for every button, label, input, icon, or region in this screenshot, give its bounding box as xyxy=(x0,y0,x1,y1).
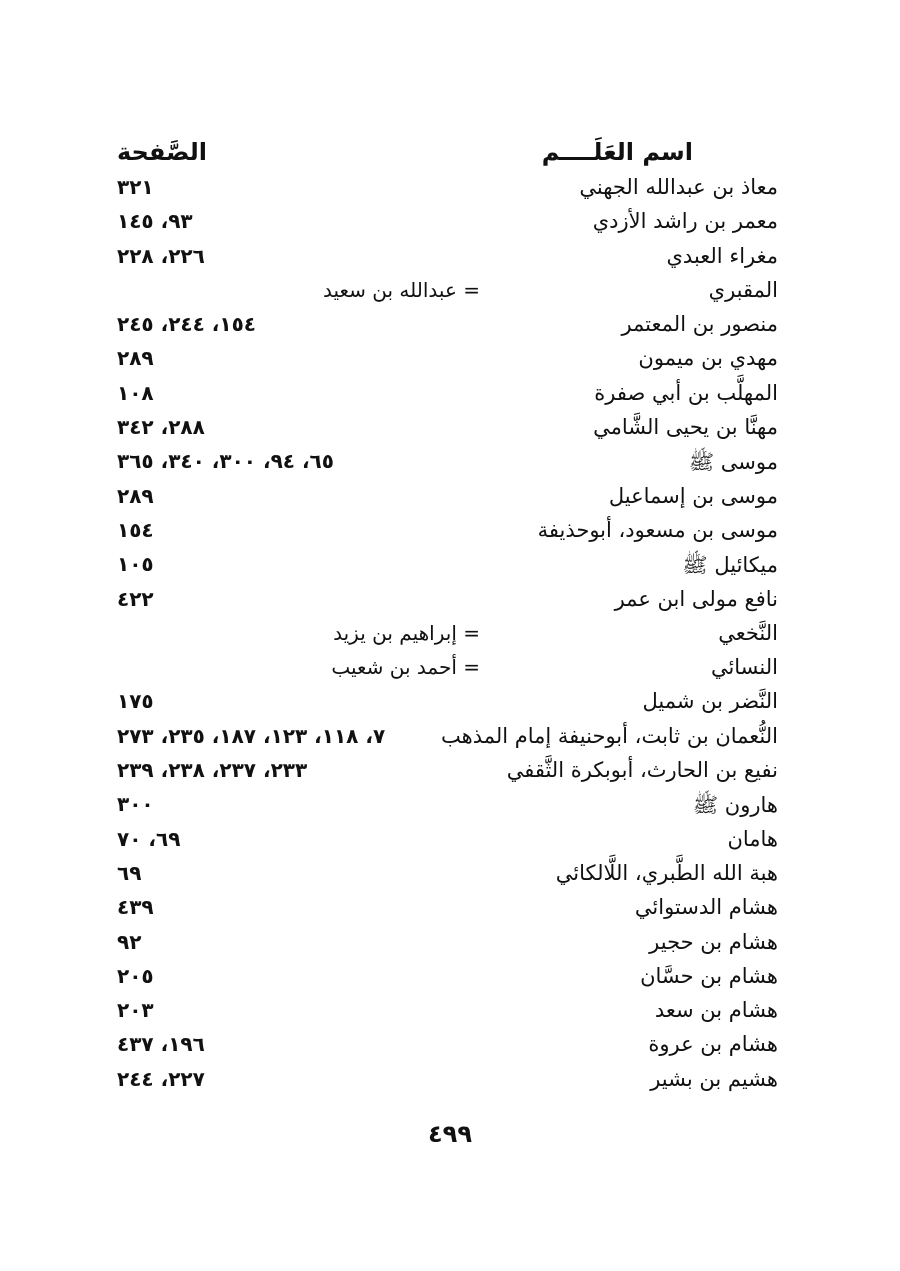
entry-page-numbers: ٦٥، ٩٤، ٣٠٠، ٣٤٠، ٣٦٥ xyxy=(117,449,334,474)
entry-page-numbers: ١٠٨ xyxy=(117,380,154,405)
entry-page-numbers: ٩٢ xyxy=(117,929,142,954)
entry-name: هشام بن حسَّان xyxy=(640,963,778,988)
index-entry xyxy=(0,928,900,962)
page-column-heading: الصَّفحة xyxy=(117,138,208,166)
entry-name: موسى بن مسعود، أبوحذيفة xyxy=(537,517,778,542)
entry-name: هبة الله الطَّبري، اللَّالكائي xyxy=(555,860,778,885)
entry-name: النسائي xyxy=(710,655,778,680)
entry-page-numbers: ١٠٥ xyxy=(117,552,154,577)
entry-name: المقبري xyxy=(708,277,778,302)
entry-page-numbers: ١٥٤، ٢٤٤، ٢٤٥ xyxy=(117,312,256,337)
index-entries xyxy=(0,173,900,1099)
entry-name: معمر بن راشد الأزدي xyxy=(592,209,778,234)
index-entry xyxy=(0,413,900,447)
index-entry xyxy=(0,173,900,207)
entry-page-numbers: ٦٩ xyxy=(117,860,142,885)
name-column-heading: اسم العَلَــــم xyxy=(541,138,693,166)
index-entry xyxy=(0,893,900,927)
entry-cross-reference: = إبراهيم بن يزيد xyxy=(333,620,480,645)
entry-page-numbers: ٤٣٩ xyxy=(117,895,154,920)
entry-page-numbers: ٢٨٩ xyxy=(117,346,154,371)
entry-page-numbers: ٢٠٣ xyxy=(117,998,154,1023)
entry-name: موسى ﷺ xyxy=(688,450,778,475)
index-entry xyxy=(0,585,900,619)
entry-page-numbers: ٢٠٥ xyxy=(117,963,154,988)
index-entry xyxy=(0,722,900,756)
index-entry xyxy=(0,482,900,516)
entry-name: نافع مولى ابن عمر xyxy=(614,586,778,611)
index-entry xyxy=(0,996,900,1030)
index-entry xyxy=(0,1065,900,1099)
entry-name: مغراء العبدي xyxy=(666,243,778,268)
entry-name: معاذ بن عبدالله الجهني xyxy=(579,175,778,199)
page-number: ٤٩٩ xyxy=(428,1120,472,1148)
entry-page-numbers: ٢٣٣، ٢٣٧، ٢٣٨، ٢٣٩ xyxy=(117,758,308,783)
index-entry xyxy=(0,1030,900,1064)
index-entry xyxy=(0,379,900,413)
entry-name: النَّخعي xyxy=(718,620,778,645)
entry-page-numbers: ٩٣، ١٤٥ xyxy=(117,209,193,234)
entry-page-numbers: ٢٢٧، ٢٤٤ xyxy=(117,1066,205,1091)
entry-name: النُّعمان بن ثابت، أبوحنيفة إمام المذهب xyxy=(441,723,778,748)
entry-name: هشام بن عروة xyxy=(648,1032,778,1057)
entry-page-numbers: ١٧٥ xyxy=(117,689,154,714)
entry-page-numbers: ٣٠٠ xyxy=(117,792,154,817)
index-entry xyxy=(0,276,900,310)
entry-name: هشام الدستوائي xyxy=(634,895,778,920)
index-entry xyxy=(0,207,900,241)
entry-page-numbers: ٦٩، ٧٠ xyxy=(117,826,181,851)
entry-name: هشيم بن بشير xyxy=(650,1066,778,1091)
index-entry xyxy=(0,344,900,378)
entry-name: هامان xyxy=(727,826,778,851)
entry-page-numbers: ٢٢٦، ٢٢٨ xyxy=(117,243,205,268)
entry-page-numbers: ٣٢١ xyxy=(117,175,154,199)
entry-page-numbers: ١٩٦، ٤٣٧ xyxy=(117,1032,205,1057)
index-entry xyxy=(0,310,900,344)
entry-page-numbers: ٤٢٢ xyxy=(117,586,154,611)
entry-page-numbers: ٢٨٩ xyxy=(117,483,154,508)
index-entry xyxy=(0,825,900,859)
entry-page-numbers: ٧، ١١٨، ١٢٣، ١٨٧، ٢٣٥، ٢٧٣ xyxy=(117,723,386,748)
entry-name: مهدي بن ميمون xyxy=(638,346,778,371)
index-entry xyxy=(0,962,900,996)
entry-name: نفيع بن الحارث، أبوبكرة الثَّقفي xyxy=(506,758,778,783)
entry-cross-reference: = أحمد بن شعيب xyxy=(331,655,480,680)
index-entry xyxy=(0,619,900,653)
entry-name: المهلَّب بن أبي صفرة xyxy=(594,380,778,405)
entry-page-numbers: ٢٨٨، ٣٤٢ xyxy=(117,415,205,440)
index-entry xyxy=(0,790,900,824)
index-entry xyxy=(0,653,900,687)
entry-name: هارون ﷺ xyxy=(692,793,778,818)
index-entry xyxy=(0,859,900,893)
entry-name: منصور بن المعتمر xyxy=(621,312,778,337)
index-entry xyxy=(0,516,900,550)
index-entry xyxy=(0,550,900,584)
entry-name: موسى بن إسماعيل xyxy=(608,483,778,508)
index-entry xyxy=(0,687,900,721)
index-entry xyxy=(0,756,900,790)
entry-cross-reference: = عبدالله بن سعيد xyxy=(322,277,480,302)
index-entry xyxy=(0,242,900,276)
entry-name: ميكائيل ﷺ xyxy=(682,553,778,578)
entry-page-numbers: ١٥٤ xyxy=(117,517,154,542)
entry-name: مهنَّا بن يحيى الشَّامي xyxy=(593,415,778,440)
entry-name: النَّضر بن شميل xyxy=(642,689,778,714)
index-entry xyxy=(0,447,900,481)
index-header xyxy=(0,138,900,174)
entry-name: هشام بن حجير xyxy=(649,929,778,954)
entry-name: هشام بن سعد xyxy=(654,998,778,1023)
